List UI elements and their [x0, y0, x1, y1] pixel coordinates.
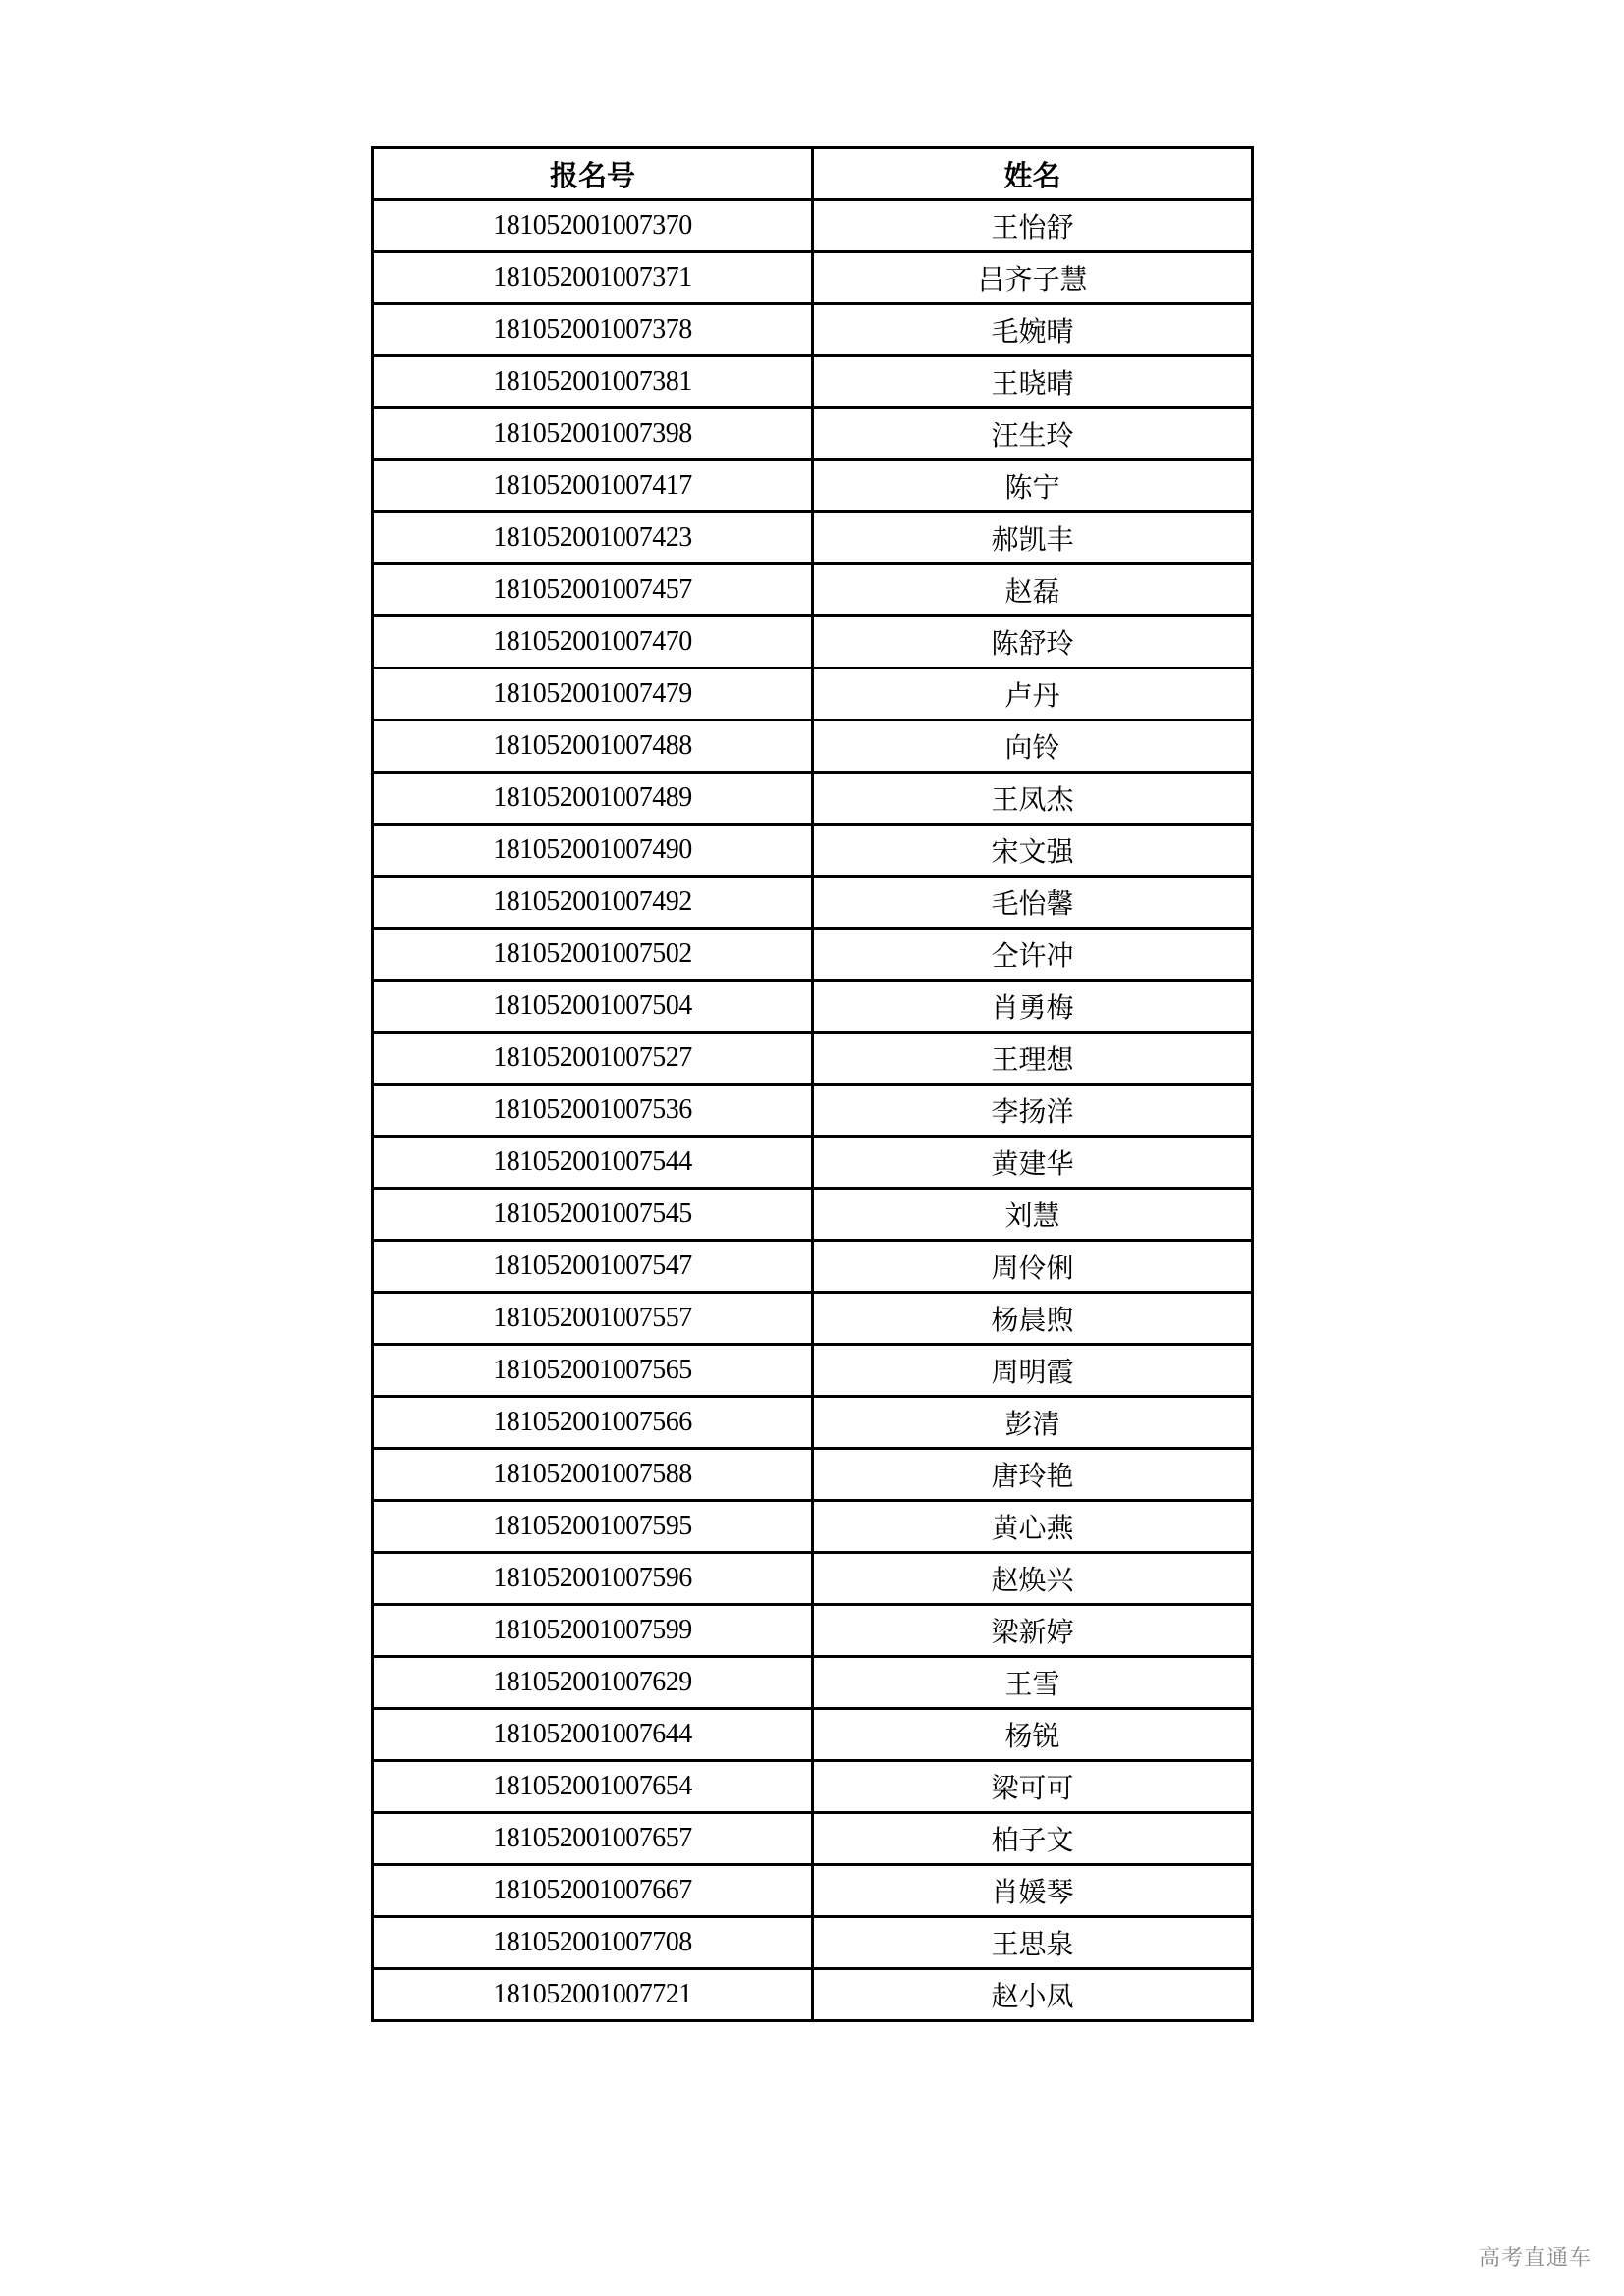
- name-cell: 杨锐: [813, 1709, 1253, 1761]
- header-name: 姓名: [813, 148, 1253, 200]
- registration-number-cell: 181052001007557: [373, 1293, 813, 1345]
- name-cell: 杨晨煦: [813, 1293, 1253, 1345]
- registration-number-cell: 181052001007545: [373, 1189, 813, 1241]
- registration-number-cell: 181052001007378: [373, 304, 813, 356]
- name-cell: 梁新婷: [813, 1605, 1253, 1657]
- table-row: [373, 1501, 1253, 1553]
- table-row: [373, 200, 1253, 252]
- registration-number-cell: 181052001007547: [373, 1241, 813, 1293]
- name-cell: 陈舒玲: [813, 616, 1253, 668]
- table-header-row: [373, 148, 1253, 200]
- table-row: [373, 1033, 1253, 1085]
- name-cell: 毛怡馨: [813, 877, 1253, 929]
- name-cell: 王思泉: [813, 1917, 1253, 1969]
- table-row: [373, 981, 1253, 1033]
- registration-number-cell: 181052001007644: [373, 1709, 813, 1761]
- name-cell: 仝许冲: [813, 929, 1253, 981]
- name-cell: 柏子文: [813, 1813, 1253, 1865]
- registration-number-cell: 181052001007370: [373, 200, 813, 252]
- table-row: [373, 460, 1253, 512]
- registration-number-cell: 181052001007565: [373, 1345, 813, 1397]
- registration-number-cell: 181052001007588: [373, 1449, 813, 1501]
- name-cell: 吕齐子慧: [813, 252, 1253, 304]
- registration-number-cell: 181052001007595: [373, 1501, 813, 1553]
- registration-number-cell: 181052001007502: [373, 929, 813, 981]
- name-cell: 王雪: [813, 1657, 1253, 1709]
- table-row: [373, 1449, 1253, 1501]
- registration-number-cell: 181052001007423: [373, 512, 813, 564]
- name-cell: 李扬洋: [813, 1085, 1253, 1137]
- registration-number-cell: 181052001007596: [373, 1553, 813, 1605]
- name-cell: 彭清: [813, 1397, 1253, 1449]
- name-cell: 王理想: [813, 1033, 1253, 1085]
- name-cell: 唐玲艳: [813, 1449, 1253, 1501]
- name-cell: 刘慧: [813, 1189, 1253, 1241]
- name-cell: 向铃: [813, 721, 1253, 773]
- name-cell: 赵小凤: [813, 1969, 1253, 2021]
- name-cell: 王凤杰: [813, 773, 1253, 825]
- table-row: [373, 1345, 1253, 1397]
- name-cell: 赵磊: [813, 564, 1253, 616]
- table-row: [373, 929, 1253, 981]
- table-row: [373, 1657, 1253, 1709]
- name-cell: 陈宁: [813, 460, 1253, 512]
- registration-number-cell: 181052001007504: [373, 981, 813, 1033]
- registration-number-cell: 181052001007489: [373, 773, 813, 825]
- table-row: [373, 668, 1253, 721]
- registration-table: [371, 146, 1254, 2022]
- name-cell: 肖勇梅: [813, 981, 1253, 1033]
- table-row: [373, 1137, 1253, 1189]
- registration-number-cell: 181052001007527: [373, 1033, 813, 1085]
- registration-number-cell: 181052001007654: [373, 1761, 813, 1813]
- name-cell: 肖媛琴: [813, 1865, 1253, 1917]
- watermark: 高考直通车: [1479, 2246, 1593, 2270]
- name-cell: 郝凯丰: [813, 512, 1253, 564]
- table-row: [373, 1813, 1253, 1865]
- registration-number-cell: 181052001007599: [373, 1605, 813, 1657]
- registration-number-cell: 181052001007721: [373, 1969, 813, 2021]
- table-row: [373, 1085, 1253, 1137]
- table-row: [373, 1241, 1253, 1293]
- table-row: [373, 1917, 1253, 1969]
- registration-number-cell: 181052001007381: [373, 356, 813, 408]
- table-row: [373, 1709, 1253, 1761]
- name-cell: 卢丹: [813, 668, 1253, 721]
- table-row: [373, 877, 1253, 929]
- table-row: [373, 1761, 1253, 1813]
- name-cell: 王晓晴: [813, 356, 1253, 408]
- name-cell: 王怡舒: [813, 200, 1253, 252]
- registration-number-cell: 181052001007490: [373, 825, 813, 877]
- table-row: [373, 1605, 1253, 1657]
- registration-number-cell: 181052001007398: [373, 408, 813, 460]
- table-row: [373, 825, 1253, 877]
- registration-number-cell: 181052001007488: [373, 721, 813, 773]
- table-row: [373, 408, 1253, 460]
- name-cell: 黄建华: [813, 1137, 1253, 1189]
- table-row: [373, 1189, 1253, 1241]
- table-row: [373, 721, 1253, 773]
- name-cell: 梁可可: [813, 1761, 1253, 1813]
- registration-number-cell: 181052001007479: [373, 668, 813, 721]
- registration-number-cell: 181052001007667: [373, 1865, 813, 1917]
- table-row: [373, 773, 1253, 825]
- table-row: [373, 356, 1253, 408]
- name-cell: 毛婉晴: [813, 304, 1253, 356]
- table-row: [373, 616, 1253, 668]
- table-body: [373, 200, 1253, 2021]
- table-row: [373, 252, 1253, 304]
- name-cell: 汪生玲: [813, 408, 1253, 460]
- table-row: [373, 304, 1253, 356]
- name-cell: 周伶俐: [813, 1241, 1253, 1293]
- registration-number-cell: 181052001007544: [373, 1137, 813, 1189]
- table-row: [373, 512, 1253, 564]
- name-cell: 赵焕兴: [813, 1553, 1253, 1605]
- registration-number-cell: 181052001007657: [373, 1813, 813, 1865]
- registration-number-cell: 181052001007470: [373, 616, 813, 668]
- registration-number-cell: 181052001007371: [373, 252, 813, 304]
- name-cell: 黄心燕: [813, 1501, 1253, 1553]
- table-row: [373, 564, 1253, 616]
- name-cell: 宋文强: [813, 825, 1253, 877]
- table-row: [373, 1553, 1253, 1605]
- table-row: [373, 1865, 1253, 1917]
- registration-number-cell: 181052001007708: [373, 1917, 813, 1969]
- registration-number-cell: 181052001007492: [373, 877, 813, 929]
- table-row: [373, 1293, 1253, 1345]
- table-row: [373, 1969, 1253, 2021]
- header-registration-number: 报名号: [373, 148, 813, 200]
- registration-number-cell: 181052001007536: [373, 1085, 813, 1137]
- registration-number-cell: 181052001007457: [373, 564, 813, 616]
- name-cell: 周明霞: [813, 1345, 1253, 1397]
- registration-number-cell: 181052001007566: [373, 1397, 813, 1449]
- registration-number-cell: 181052001007629: [373, 1657, 813, 1709]
- registration-number-cell: 181052001007417: [373, 460, 813, 512]
- table-row: [373, 1397, 1253, 1449]
